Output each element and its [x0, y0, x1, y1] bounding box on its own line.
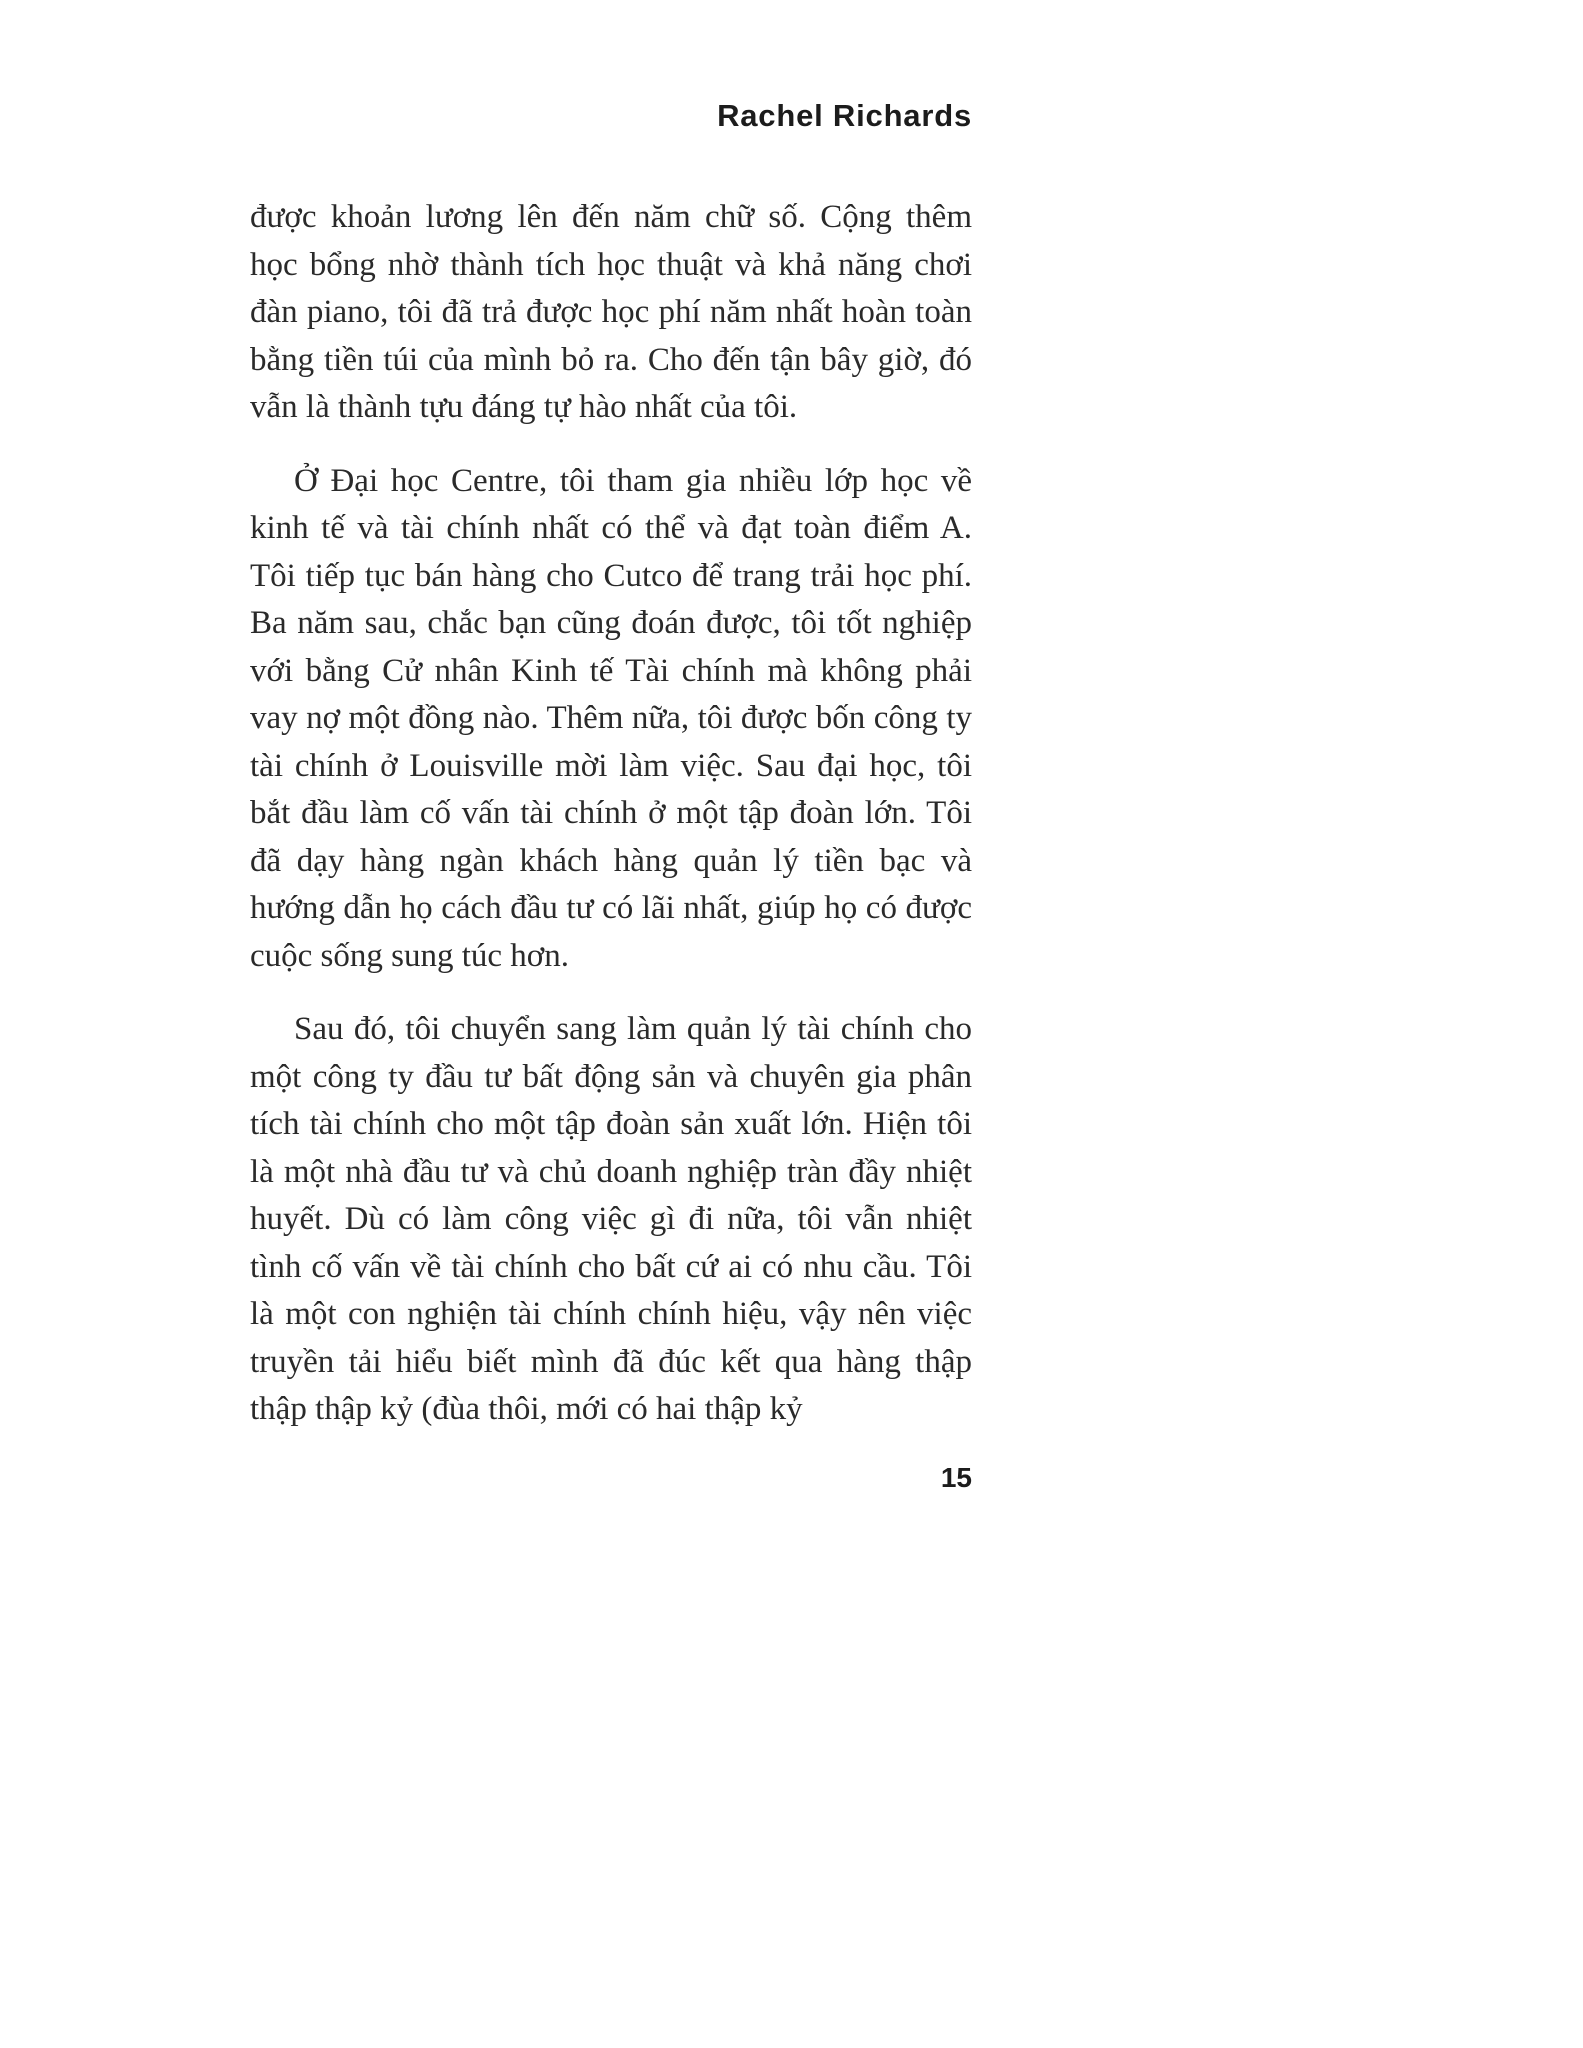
- body-text-block: [250, 194, 972, 1460]
- page-number: 15: [940, 1462, 972, 1493]
- paragraph: Sau đó, tôi chuyển sang làm quản lý tài chính cho một công ty đầu tư bất động sản và chuyên gia phân tích tài chính cho một tập đoàn sản xuất lớn. Hiện tôi là một nhà đầu tư và chủ doanh nghiệp tràn đầy nhiệt huyết. Dù có làm công việc gì đi nữa, tôi vẫn nhiệt tình cố vấn về tài chính cho bất cứ ai có nhu cầu. Tôi là một con nghiện tài chính chính hiệu, vậy nên việc truyền tải hiểu biết mình đã đúc kết qua hàng thập thập thập kỷ (đùa thôi, mới có hai thập kỷ: [250, 1011, 972, 1427]
- paragraph: Ở Đại học Centre, tôi tham gia nhiều lớp học về kinh tế và tài chính nhất có thể và đạt toàn điểm A. Tôi tiếp tục bán hàng cho Cutco để trang trải học phí. Ba năm sau, chắc bạn cũng đoán được, tôi tốt nghiệp với bằng Cử nhân Kinh tế Tài chính mà không phải vay nợ một đồng nào. Thêm nữa, tôi được bốn công ty tài chính ở Louisville mời làm việc. Sau đại học, tôi bắt đầu làm cố vấn tài chính ở một tập đoàn lớn. Tôi đã dạy hàng ngàn khách hàng quản lý tiền bạc và hướng dẫn họ cách đầu tư có lãi nhất, giúp họ có được cuộc sống sung túc hơn.: [250, 462, 972, 974]
- running-header-author: Rachel Richards: [717, 98, 972, 133]
- paragraph: được khoản lương lên đến năm chữ số. Cộng thêm học bổng nhờ thành tích học thuật và khả năng chơi đàn piano, tôi đã trả được học phí năm nhất hoàn toàn bằng tiền túi của mình bỏ ra. Cho đến tận bây giờ, đó vẫn là thành tựu đáng tự hào nhất của tôi.: [250, 199, 972, 425]
